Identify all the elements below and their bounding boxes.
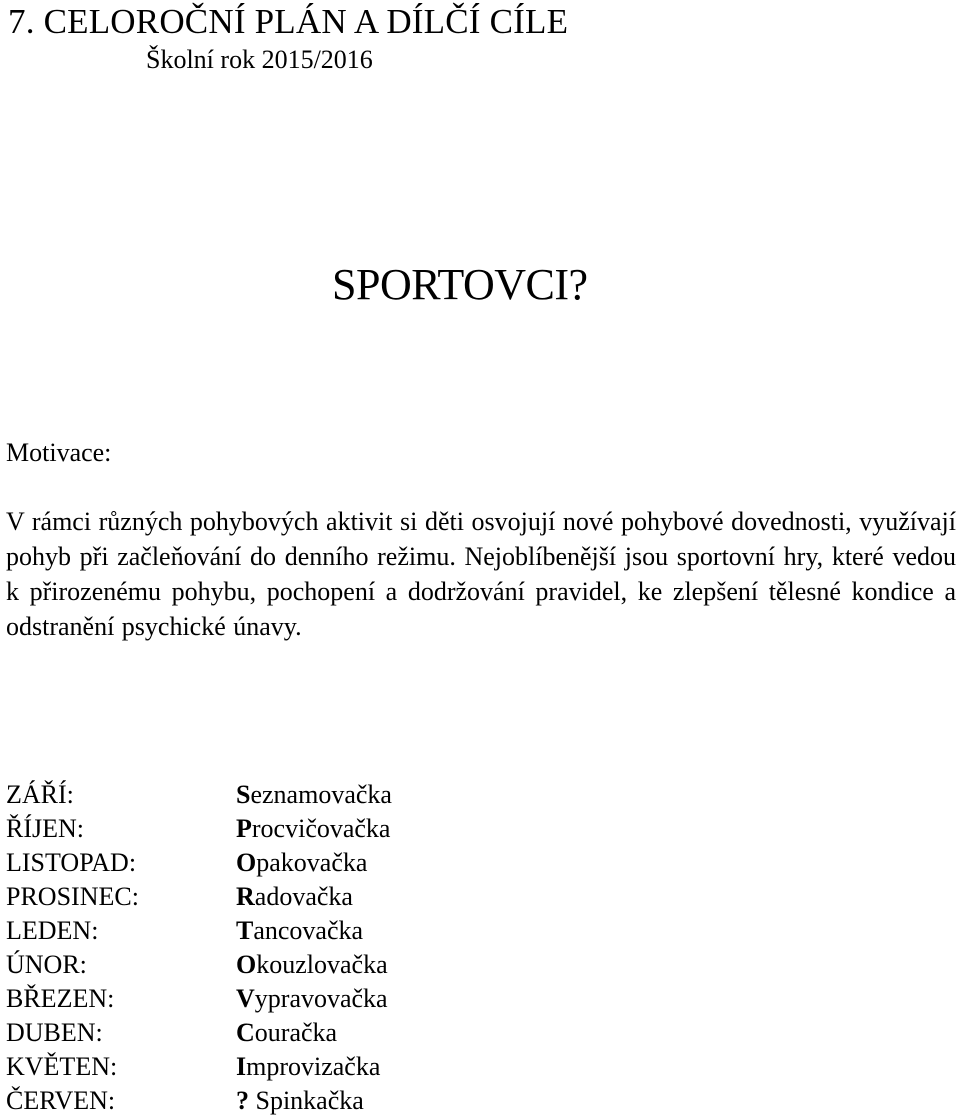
plan-activity <box>236 914 392 948</box>
plan-activity <box>236 846 392 880</box>
activity-initial: S <box>236 780 251 809</box>
activity-initial: O <box>236 848 257 877</box>
theme-title: SPORTOVCI? <box>332 260 588 309</box>
activity-rest: Spinkačka <box>249 1086 364 1115</box>
motivation-label: Motivace: <box>6 438 112 467</box>
activity-initial: P <box>236 814 252 843</box>
plan-row <box>6 812 392 846</box>
plan-row <box>6 1050 392 1084</box>
activity-rest: rocvičovačka <box>251 814 391 843</box>
activity-rest: mprovizačka <box>246 1052 381 1081</box>
activity-initial: R <box>236 882 255 911</box>
plan-activity <box>236 948 392 982</box>
plan-row <box>6 948 392 982</box>
chapter-title: 7. CELOROČNÍ PLÁN A DÍLČÍ CÍLE <box>8 2 569 41</box>
activity-rest: ancovačka <box>253 916 364 945</box>
plan-month: BŘEZEN: <box>6 984 115 1013</box>
activity-initial: V <box>236 984 255 1013</box>
plan-month: ÚNOR: <box>6 950 87 979</box>
plan-activity <box>236 812 392 846</box>
plan-row <box>6 1084 392 1118</box>
plan-month: ČERVEN: <box>6 1086 116 1115</box>
school-year: Školní rok 2015/2016 <box>146 45 373 74</box>
plan-activity <box>236 1084 392 1118</box>
plan-month: ŘÍJEN: <box>6 814 84 843</box>
plan-month: DUBEN: <box>6 1018 103 1047</box>
plan-activity <box>236 982 392 1016</box>
plan-activity <box>236 778 392 812</box>
activity-rest: ypravovačka <box>254 984 388 1013</box>
activity-initial: T <box>236 916 254 945</box>
plan-row <box>6 778 392 812</box>
activity-initial: C <box>236 1018 255 1047</box>
plan-month: PROSINEC: <box>6 882 139 911</box>
activity-rest: ouračka <box>254 1018 338 1047</box>
activity-initial: ? <box>236 1086 249 1115</box>
plan-activity <box>236 880 392 914</box>
plan-month: LISTOPAD: <box>6 848 137 877</box>
plan-activity <box>236 1016 392 1050</box>
motivation-paragraph: V rámci různých pohybových aktivit si děti osvojují nové pohybové dovednosti, využívají pohyb při začleňování do denního režimu. Nejoblíbenější jsou sportovní hry, které vedou k přirozenému pohybu, pochopení a dodržování pravidel, ke zlepšení tělesné kondice a odstranění psychické únavy. <box>6 507 956 641</box>
activity-initial: I <box>236 1052 247 1081</box>
activity-rest: eznamovačka <box>250 780 392 809</box>
plan-row <box>6 982 392 1016</box>
plan-month: ZÁŘÍ: <box>6 780 74 809</box>
plan-row <box>6 914 392 948</box>
monthly-plan-table <box>6 778 392 1118</box>
activity-initial: O <box>236 950 257 979</box>
plan-activity <box>236 1050 392 1084</box>
activity-rest: adovačka <box>254 882 353 911</box>
plan-row <box>6 1016 392 1050</box>
activity-rest: kouzlovačka <box>256 950 388 979</box>
activity-rest: pakovačka <box>256 848 368 877</box>
plan-row <box>6 846 392 880</box>
plan-month: KVĚTEN: <box>6 1052 118 1081</box>
plan-month: LEDEN: <box>6 916 99 945</box>
plan-row <box>6 880 392 914</box>
